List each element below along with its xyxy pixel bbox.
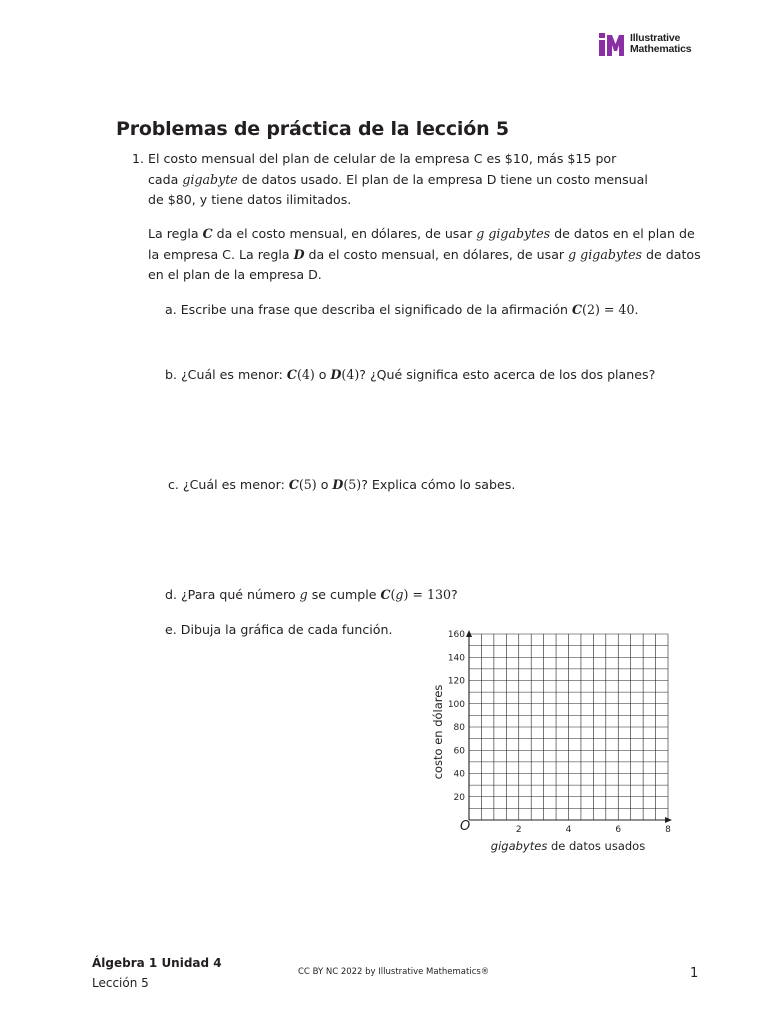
var-g: g: [568, 246, 577, 262]
page-title: Problemas de práctica de la lección 5: [116, 118, 509, 140]
math-paren: (: [390, 587, 396, 602]
graph-grid: [466, 630, 672, 823]
part-b-text: ? ¿Qué significa esto acerca de los dos planes?: [359, 367, 656, 382]
intro-line-1: [148, 149, 668, 170]
var-g: g: [476, 226, 485, 241]
intro-line-3: [148, 190, 668, 211]
var-g: g: [299, 587, 308, 602]
intro-text: de datos usado. El plan de la empresa D tiene un costo mensual: [237, 171, 648, 187]
y-tick-label: 60: [453, 746, 465, 757]
rule-d-symbol: D: [293, 246, 305, 262]
rules-text: da el costo mensual, en dólares, de usar: [304, 246, 569, 262]
problem-rules: [148, 224, 701, 286]
rules-line-3: [148, 265, 688, 286]
intro-text: El costo mensual del plan de celular de la empresa C es $10, más $15 por: [148, 151, 617, 166]
math-expression: (2) = 40: [582, 302, 635, 317]
part-d-text: d. ¿Para qué número: [165, 587, 300, 602]
x-tick-label: 2: [515, 825, 522, 835]
part-b-text: b. ¿Cuál es menor:: [165, 367, 287, 382]
y-axis-label: costo en dólares: [431, 684, 445, 780]
im-logo-icon: [598, 33, 628, 57]
rules-text: en el plan de la empresa D.: [148, 267, 322, 283]
y-tick-label: 40: [453, 769, 465, 780]
part-a-text: .: [634, 302, 639, 317]
cost-graph: [410, 620, 700, 865]
problem-intro: [148, 149, 668, 211]
math-c: C: [286, 367, 297, 382]
math-c: C: [380, 587, 391, 602]
y-tick-label: 160: [447, 630, 465, 640]
y-tick-label: 100: [447, 699, 465, 710]
x-axis-arrow-icon: [665, 817, 672, 823]
term-gigabytes: gigabytes: [484, 226, 551, 241]
math-c: C: [572, 302, 583, 317]
part-d-text: ?: [450, 587, 458, 602]
math-arg: (4): [296, 367, 315, 382]
y-axis-arrow-icon: [466, 630, 472, 637]
part-b-text: o: [314, 367, 331, 382]
rules-text: da el costo mensual, en dólares, de usar: [212, 226, 477, 241]
math-d: D: [330, 367, 342, 382]
page-number: 1: [690, 966, 699, 981]
logo-line-2: Mathematics: [630, 43, 692, 55]
rules-text: de datos en el plan de: [550, 226, 695, 241]
part-a-text: a. Escribe una frase que describa el significado de la afirmación: [165, 302, 572, 317]
part-a: [165, 302, 638, 317]
rules-text: de datos: [642, 246, 701, 262]
footer-course: Álgebra 1 Unidad 4: [92, 956, 222, 970]
math-expression: ) = 130: [403, 587, 451, 602]
x-axis-label-italic: gigabytes: [490, 839, 548, 853]
var-g: g: [395, 587, 404, 602]
x-tick-label: 6: [615, 825, 622, 835]
footer-lesson: Lección 5: [92, 976, 149, 990]
part-c-text: c. ¿Cuál es menor:: [168, 477, 289, 492]
part-e-text: e. Dibuja la gráfica de cada función.: [165, 622, 393, 637]
rules-text: la empresa C. La regla: [148, 246, 294, 262]
x-axis-label: [491, 839, 645, 853]
footer-license: CC BY NC 2022 by Illustrative Mathematics®: [298, 967, 490, 977]
origin-label: O: [460, 819, 471, 834]
intro-text: de $80, y tiene datos ilimitados.: [148, 192, 352, 208]
logo-wordmark: [630, 33, 691, 55]
y-tick-label: 20: [453, 792, 465, 803]
y-tick-label: 140: [447, 653, 465, 664]
part-c: [168, 477, 515, 492]
x-axis-label-rest: de datos usados: [547, 839, 646, 853]
math-d: D: [332, 477, 344, 492]
x-tick-label: 8: [665, 825, 671, 835]
math-arg: (5): [343, 477, 362, 492]
rule-c-symbol: C: [202, 226, 213, 241]
intro-term-gigabyte: gigabyte: [182, 171, 238, 187]
intro-line-2: [148, 170, 668, 191]
rules-text: La regla: [148, 226, 203, 241]
y-tick-label: 120: [447, 676, 465, 687]
problem-number: 1.: [132, 151, 145, 166]
intro-text: cada: [148, 171, 183, 187]
math-c: C: [288, 477, 299, 492]
rules-line-1: [148, 224, 695, 245]
part-d-text: se cumple: [307, 587, 381, 602]
math-arg: (4): [341, 367, 360, 382]
math-arg: (5): [298, 477, 317, 492]
part-b: [165, 367, 655, 382]
logo-line-1: Illustrative: [630, 32, 681, 44]
rules-line-2: [148, 245, 701, 266]
term-gigabytes: gigabytes: [576, 246, 642, 262]
part-c-text: o: [316, 477, 333, 492]
x-tick-label: 4: [565, 825, 572, 835]
y-tick-label: 80: [453, 723, 465, 733]
part-c-text: ? Explica cómo lo sabes.: [361, 477, 516, 492]
part-d: [165, 587, 458, 602]
part-e: [165, 622, 392, 637]
